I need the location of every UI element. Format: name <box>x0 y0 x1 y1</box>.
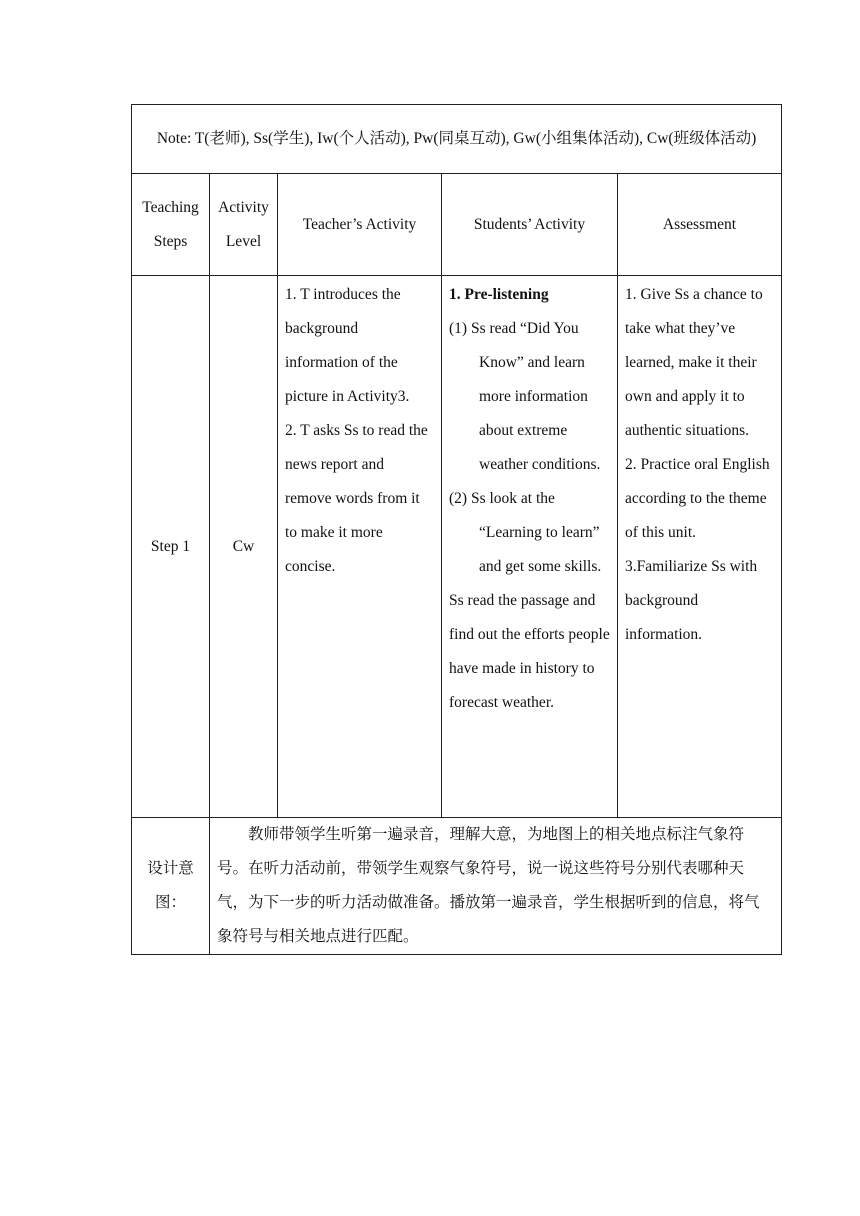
note-cell: Note: T(老师), Ss(学生), Iw(个人活动), Pw(同桌互动), Gw(小组集体活动), Cw(班级体活动) <box>132 105 782 174</box>
lesson-plan-table <box>131 104 782 955</box>
students-item-2: (2) Ss look at the “Learning to learn” and get some skills. <box>449 490 602 575</box>
header-activity-level: Activity Level <box>210 174 278 276</box>
step-row <box>132 276 782 818</box>
students-closing: Ss read the passage and find out the efforts people have made in history to forecast weather. <box>449 592 610 711</box>
header-row <box>132 174 782 276</box>
assessment-cell <box>618 276 782 818</box>
header-teaching-steps: Teaching Steps <box>132 174 210 276</box>
teacher-activity-cell <box>278 276 442 818</box>
header-assessment: Assessment <box>618 174 782 276</box>
pre-listening-title: 1. Pre-listening <box>449 286 549 303</box>
step-cell: Step 1 <box>132 276 210 818</box>
level-cell: Cw <box>210 276 278 818</box>
design-label: 设计意图： <box>132 818 210 955</box>
assessment-item-3: 3.Familiarize Ss with background information. <box>625 558 758 643</box>
header-students-activity: Students’ Activity <box>442 174 618 276</box>
teacher-item-2: 2. T asks Ss to read the news report and remove words from it to make it more concise. <box>285 422 428 575</box>
students-item-1: (1) Ss read “Did You Know” and learn more information about extreme weather conditions. <box>449 320 601 473</box>
design-text: 教师带领学生听第一遍录音，理解大意，为地图上的相关地点标注气象符号。在听力活动前，带领学生观察气象符号，说一说这些符号分别代表哪种天气，为下一步的听力活动做准备。播放第一遍录音，学生根据听到的信息，将气象符号与相关地点进行匹配。 <box>210 818 782 955</box>
header-teacher-activity: Teacher’s Activity <box>278 174 442 276</box>
assessment-item-1: 1. Give Ss a chance to take what they’ve learned, make it their own and apply it to authentic situations. <box>625 286 763 439</box>
students-activity-cell <box>442 276 618 818</box>
assessment-item-2: 2. Practice oral English according to the theme of this unit. <box>625 456 770 541</box>
design-row <box>132 818 782 955</box>
note-row <box>132 105 782 174</box>
teacher-item-1: 1. T introduces the background information of the picture in Activity3. <box>285 286 410 405</box>
